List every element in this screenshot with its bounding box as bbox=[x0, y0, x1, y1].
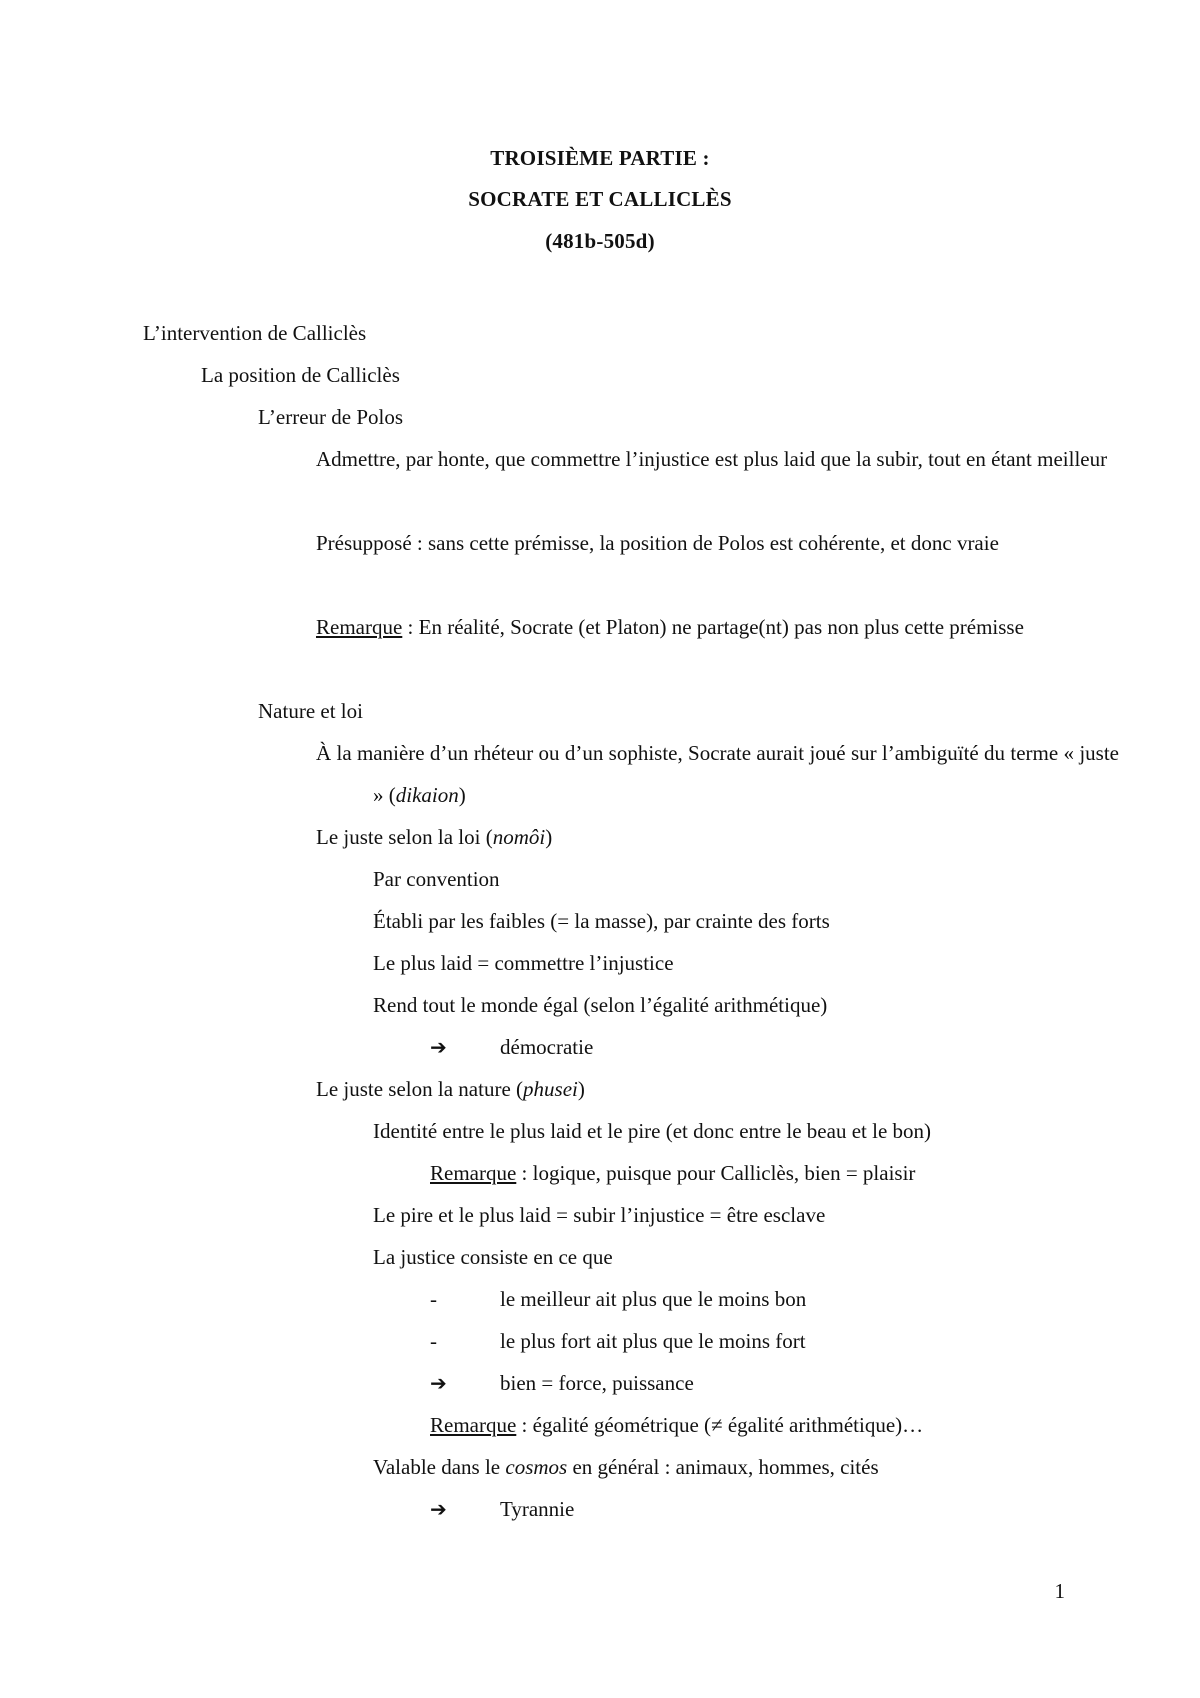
outline-heading-2: La position de Calliclès bbox=[201, 363, 400, 387]
page-number: 1 bbox=[1054, 1579, 1065, 1603]
part-reference: (481b-505d) bbox=[545, 229, 655, 253]
nature-remark bbox=[430, 1404, 923, 1446]
cosmos-rest: en général : animaux, hommes, cités bbox=[567, 1455, 879, 1479]
subitem-text: le plus fort ait plus que le moins fort bbox=[500, 1329, 806, 1353]
remark-label: Remarque bbox=[316, 615, 403, 639]
nature-subitem bbox=[430, 1278, 806, 1320]
arrow-right-icon: ➔ bbox=[430, 1371, 447, 1395]
cosmos-text: Valable dans le bbox=[373, 1455, 506, 1479]
nature-item bbox=[373, 1446, 879, 1488]
dash-bullet: - bbox=[430, 1329, 437, 1353]
nature-heading-close: ) bbox=[577, 1077, 585, 1101]
loi-heading-close: ) bbox=[545, 825, 553, 849]
nature-item: Identité entre le plus laid et le pire (et donc entre le beau et le bon) bbox=[373, 1119, 932, 1143]
nature-item: La justice consiste en ce que bbox=[373, 1245, 613, 1269]
remark-text: : En réalité, Socrate (et Platon) ne partage(nt) pas non plus cette prémisse bbox=[402, 615, 1024, 639]
nature-heading-text: Le juste selon la nature ( bbox=[316, 1077, 524, 1101]
arrow-right-icon: ➔ bbox=[430, 1035, 447, 1059]
cosmos-term: cosmos bbox=[505, 1455, 568, 1479]
remark-label: Remarque bbox=[430, 1413, 517, 1437]
nature-heading-term: phusei bbox=[523, 1077, 578, 1101]
loi-item: Le plus laid = commettre l’injustice bbox=[373, 951, 674, 975]
outline-paragraph-presuppose: Présupposé : sans cette prémisse, la position de Polos est cohérente, et donc vraie bbox=[316, 531, 999, 555]
outline-paragraph-ambiguite bbox=[316, 732, 1119, 816]
outline-juste-nature bbox=[316, 1068, 585, 1110]
ambiguite-term: dikaion bbox=[395, 783, 459, 807]
part-title: TROISIÈME PARTIE : bbox=[490, 146, 710, 170]
remark-text: : égalité géométrique (≠ égalité arithmétique)… bbox=[516, 1413, 924, 1437]
loi-conclusion bbox=[430, 1026, 593, 1068]
remark-text: : logique, puisque pour Calliclès, bien = plaisir bbox=[516, 1161, 916, 1185]
conclusion-text: bien = force, puissance bbox=[500, 1371, 694, 1395]
subitem-text: le meilleur ait plus que le moins bon bbox=[500, 1287, 807, 1311]
outline-paragraph-admettre: Admettre, par honte, que commettre l’injustice est plus laid que la subir, tout en étant meilleur bbox=[316, 447, 1108, 471]
nature-conclusion bbox=[430, 1362, 694, 1404]
outline-heading-1: L’intervention de Calliclès bbox=[143, 321, 367, 345]
nature-item: Le pire et le plus laid = subir l’injustice = être esclave bbox=[373, 1203, 826, 1227]
loi-heading-term: nomôi bbox=[492, 825, 546, 849]
ambiguite-close: ) bbox=[458, 783, 466, 807]
nature-subitem bbox=[430, 1320, 806, 1362]
dash-bullet: - bbox=[430, 1287, 437, 1311]
part-subtitle: SOCRATE ET CALLICLÈS bbox=[468, 187, 732, 211]
loi-item: Rend tout le monde égal (selon l’égalité arithmétique) bbox=[373, 993, 828, 1017]
arrow-right-icon: ➔ bbox=[430, 1497, 447, 1521]
outline-juste-loi bbox=[316, 816, 552, 858]
loi-item: Établi par les faibles (= la masse), par crainte des forts bbox=[373, 909, 830, 933]
ambiguite-text: À la manière d’un rhéteur ou d’un sophiste, Socrate aurait joué sur l’ambiguïté du terme « juste » ( bbox=[316, 741, 1119, 807]
nature-conclusion bbox=[430, 1488, 574, 1530]
loi-heading-text: Le juste selon la loi ( bbox=[316, 825, 493, 849]
conclusion-text: Tyrannie bbox=[500, 1497, 575, 1521]
outline-heading-3: L’erreur de Polos bbox=[258, 405, 404, 429]
outline-paragraph-remarque bbox=[316, 606, 1119, 648]
remark-label: Remarque bbox=[430, 1161, 517, 1185]
loi-conclusion-text: démocratie bbox=[500, 1035, 594, 1059]
nature-remark bbox=[430, 1152, 915, 1194]
loi-item: Par convention bbox=[373, 867, 500, 891]
outline-heading-nature-loi: Nature et loi bbox=[258, 699, 363, 723]
